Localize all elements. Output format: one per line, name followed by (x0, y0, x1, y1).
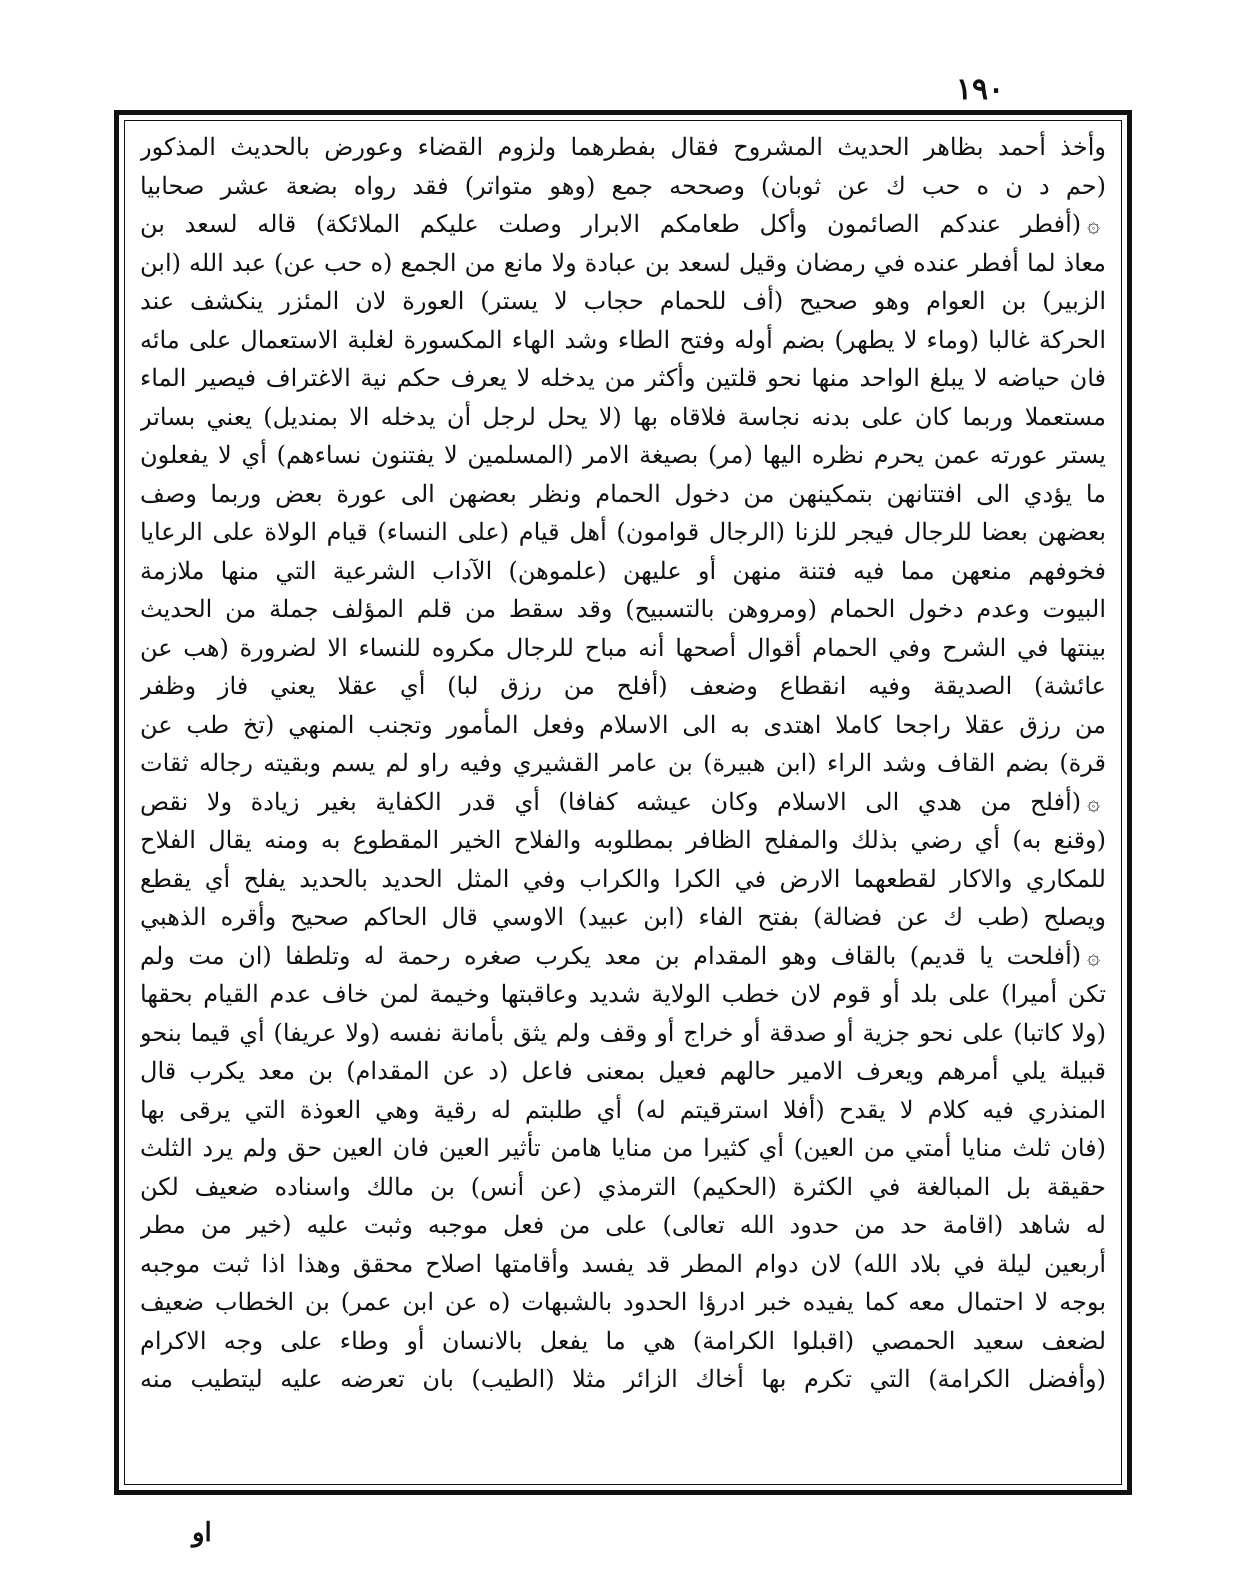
text-line: ما يؤدي الى افتتانهن بتمكينهن من دخول الحمام ونظر بعضهن الى عورة بعض وربما وصف (140, 479, 1106, 508)
text-line: ۞(أفلحت يا قديم) بالقاف وهو المقدام بن معد يكرب صغره رحمة له وتلطفا (ان مت ولم (140, 937, 1106, 976)
text-line: أربعين ليلة في بلاد الله) لان دوام المطر قد يفسد وأقامتها اصلاح محقق وهذا اذا ثبت موجبه (140, 1249, 1106, 1278)
text-line: فخوفهم منعهن مما فيه فتنة منهن أو عليهن (علموهن) الآداب الشرعية التي منها ملازمة (140, 556, 1106, 585)
text-line: وأخذ أحمد بظاهر الحديث المشروح فقال بفطرهما ولزوم القضاء وعورض بالحديث المذكور (140, 133, 1106, 161)
text-line: (حم د ن ه حب ك عن ثوبان) وصححه جمع (وهو متواتر) فقد رواه بضعة عشر صحابيا (140, 171, 1106, 200)
text-line: حقيقة بل المبالغة في الكثرة (الحكيم) الترمذي (عن أنس) بن مالك واسناده ضعيف لكن (140, 1172, 1106, 1201)
text-line: فان حياضه لا يبلغ الواحد منها نحو قلتين وأكثر من يدخله لا يعرف حكم نية الاغتراف فيصير الماء (140, 364, 1106, 392)
text-line: معاذ لما أفطر عنده في رمضان وقيل لسعد بن عبادة ولا مانع من الجمع (ه حب عن) عبد الله (ابن (140, 248, 1106, 277)
text-line: بينتها في الشرح وفي الحمام أقوال أصحها أنه مباح للرجال مكروه للنساء الا لضرورة (هب عن (140, 633, 1106, 662)
text-line: ۞(أفطر عندكم الصائمون وأكل طعامكم الابرار وصلت عليكم الملائكة) قاله لسعد بن (140, 205, 1106, 244)
body-text (140, 128, 1106, 1478)
text-line: له شاهد (اقامة حد من حدود الله تعالى) على من فعل موجبه وثبت عليه (خير من مطر (140, 1211, 1106, 1239)
text-line: قرة) بضم القاف وشد الراء (ابن هبيرة) بن عامر القشيري وفيه راو لم يسم وبقيته رجاله ثقات (140, 749, 1106, 777)
text-line: الزبير) بن العوام وهو صحيح (أف للحمام حجاب لا يستر) العورة لان المئزر ينكشف عند (140, 287, 1106, 315)
text-line: (وأفضل الكرامة) التي تكرم بها أخاك الزائر مثلا (الطيب) بان تعرضه عليه ليتطيب منه (140, 1365, 1106, 1393)
ornament-icon: ۞ (1087, 213, 1100, 238)
text-line: ۞(أفلح من هدي الى الاسلام وكان عيشه كفافا) أي قدر الكفاية بغير زيادة ولا نقص (140, 783, 1106, 822)
text-line: بوجه لا احتمال معه كما يفيده خبر ادرؤا الحدود بالشبهات (ه عن ابن عمر) بن الخطاب ضعيف (140, 1288, 1106, 1316)
text-line: (فان ثلث منايا أمتي من العين) أي كثيرا من منايا هامن تأثير العين فان العين حق ولم يرد الثلث (140, 1134, 1106, 1162)
text-line: تكن أميرا) على بلد أو قوم لان خطب الولاية شديد وعاقبتها وخيمة لمن خاف عدم القيام بحقها (140, 980, 1106, 1008)
text-line: البيوت وعدم دخول الحمام (ومروهن بالتسبيح) وقد سقط من قلم المؤلف جملة من الحديث (140, 595, 1106, 623)
text-line: للمكاري والاكار لقطعهما الارض في الكرا والكراب وفي المثل الحديد بالحديد يفلح أي يقطع (140, 864, 1106, 893)
page-number: ١٩٠ (955, 72, 1005, 107)
text-line: المنذري فيه كلام لا يقدح (أفلا استرقيتم له) أي طلبتم له رقية وهي العوذة التي يرقى بها (140, 1095, 1106, 1124)
text-line: الحركة غالبا (وماء لا يطهر) بضم أوله وفتح الطاء وشد الهاء المكسورة لغلبة الاستعمال على مائه (140, 325, 1106, 354)
text-line: قبيلة يلي أمرهم ويعرف الامير حالهم فعيل بمعنى فاعل (د عن المقدام) بن معد يكرب قال (140, 1057, 1106, 1085)
text-line: بعضهن بعضا للرجال فيجر للزنا (الرجال قوامون) أهل قيام (على النساء) قيام الولاة على الرعايا (140, 518, 1106, 546)
text-line: عائشة) الصديقة وفيه انقطاع وضعف (أفلح من رزق لبا) أي عقلا يعني فاز وظفر (140, 672, 1106, 700)
text-line: ويصلح (طب ك عن فضالة) بفتح الفاء (ابن عبيد) الاوسي قال الحاكم صحيح وأقره الذهبي (140, 903, 1106, 931)
text-line: من رزق عقلا راجحا كاملا اهتدى به الى الاسلام وفعل المأمور وتجنب المنهي (تخ طب عن (140, 710, 1106, 739)
text-line: يستر عورته عمن يحرم نظره اليها (مر) بصيغة الامر (المسلمين لا يفتنون نساءهم) أي لا يفعلون (140, 441, 1106, 469)
text-line: مستعملا وربما كان على بدنه نجاسة فلاقاه بها (لا يحل لرجل أن يدخله الا بمنديل) يعني بساتر (140, 402, 1106, 431)
text-line: (ولا كاتبا) على نحو جزية أو صدقة أو خراج أو وقف ولم يثق بأمانة نفسه (ولا عريفا) أي قيما بنحو (140, 1018, 1106, 1047)
text-line: لضعف سعيد الحمصي (اقبلوا الكرامة) هي ما يفعل بالانسان أو وطاء على وجه الاكرام (140, 1326, 1106, 1355)
ornament-icon: ۞ (1087, 790, 1100, 816)
text-line: (وقنع به) أي رضي بذلك والمفلح الظافر بمطلوبه والفلاح الخير المقطوع به ومنه يقال الفلاح (140, 826, 1106, 854)
catchword: او (192, 1518, 212, 1548)
ornament-icon: ۞ (1087, 944, 1100, 970)
